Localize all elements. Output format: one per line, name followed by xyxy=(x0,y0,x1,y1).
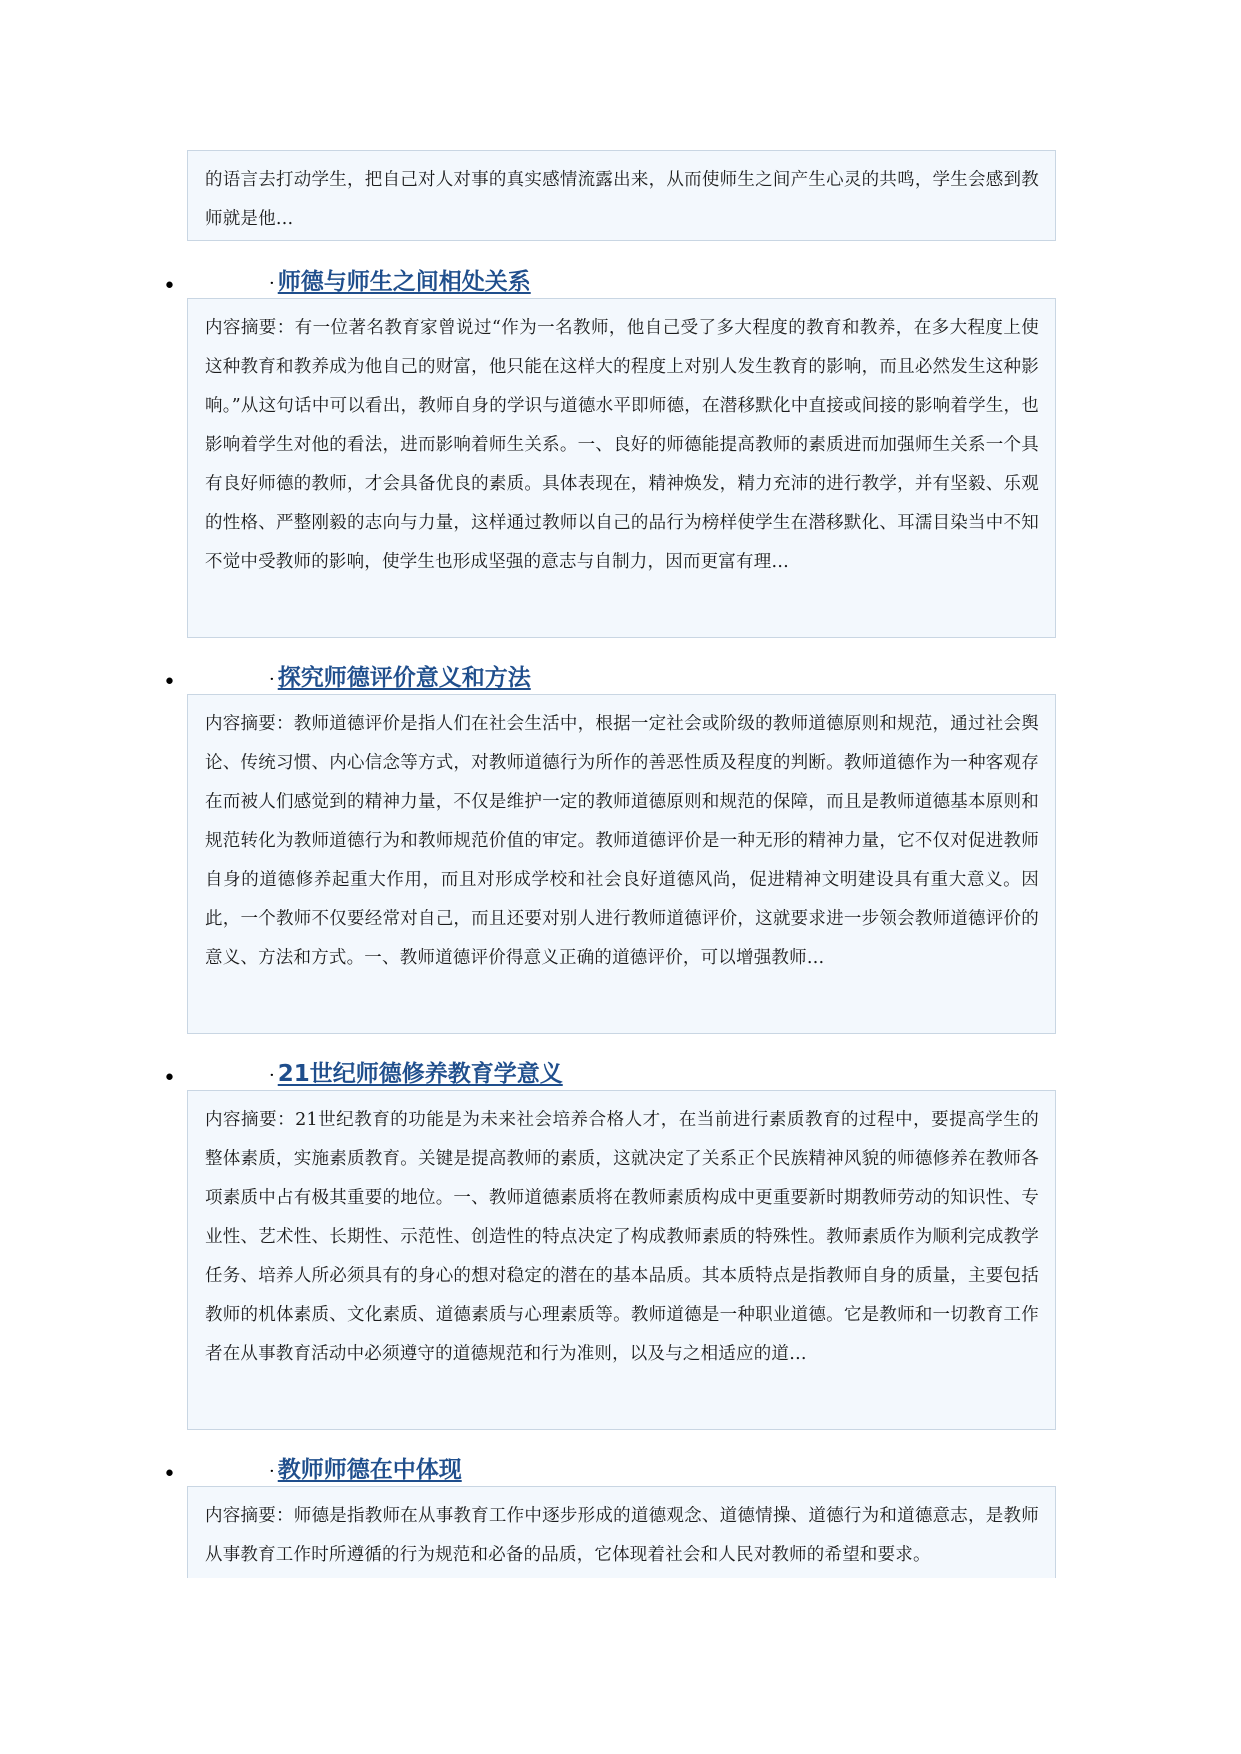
title-dot: · xyxy=(269,669,275,690)
summary-text: 内容摘要：教师道德评价是指人们在社会生活中，根据一定社会或阶级的教师道德原则和规范，通过社会舆论、传统习惯、内心信念等方式，对教师道德行为所作的善恶性质及程度的判断。教师道德作为一种客观存在而被人们感觉到的精神力量，不仅是维护一定的教师道德原则和规范的保障，而且是教师道德基本原则和规范转化为教师道德行为和教师规范价值的审定。教师道德评价是一种无形的精神力量，它不仅对促进教师自身的道德修养起重大作用，而且对形成学校和社会良好道德风尚，促进精神文明建设具有重大意义。因此，一个教师不仅要经常对自己，而且还要对别人进行教师道德评价，这就要求进一步领会教师道德评价的意义、方法和方式。一、教师道德评价得意义正确的道德评价，可以增强教师… xyxy=(205,714,1039,968)
entry-title-link[interactable]: 师德与师生之间相处关系 xyxy=(277,269,531,295)
entry-title xyxy=(269,662,531,694)
title-dot: · xyxy=(269,273,275,294)
summary-text: 内容摘要：有一位著名教育家曾说过“作为一名教师，他自己受了多大程度的教育和教养，在多大程度上使这种教育和教养成为他自己的财富，他只能在这样大的程度上对别人发生教育的影响，而且必然发生这种影响。”从这句话中可以看出，教师自身的学识与道德水平即师德，在潜移默化中直接或间接的影响着学生，也影响着学生对他的看法，进而影响着师生关系。一、良好的师德能提高教师的素质进而加强师生关系一个具有良好师德的教师，才会具备优良的素质。具体表现在，精神焕发，精力充沛的进行教学，并有坚毅、乐观的性格、严整刚毅的志向与力量，这样通过教师以自己的品行为榜样使学生在潜移默化、耳濡目染当中不知不觉中受教师的影响，使学生也形成坚强的意志与自制力，因而更富有理… xyxy=(205,318,1039,572)
summary-box xyxy=(187,694,1056,1034)
list-bullet xyxy=(163,1470,173,1480)
summary-text: 内容摘要：21世纪教育的功能是为未来社会培养合格人才，在当前进行素质教育的过程中，要提高学生的整体素质，实施素质教育。关键是提高教师的素质，这就决定了关系正个民族精神风貌的师德修养在教师各项素质中占有极其重要的地位。一、教师道德素质将在教师素质构成中更重要新时期教师劳动的知识性、专业性、艺术性、长期性、示范性、创造性的特点决定了构成教师素质的特殊性。教师素质作为顺利完成教学任务、培养人所必须具有的身心的想对稳定的潜在的基本品质。其本质特点是指教师自身的质量，主要包括教师的机体素质、文化素质、道德素质与心理素质等。教师道德是一种职业道德。它是教师和一切教育工作者在从事教育活动中必须遵守的道德规范和行为准则，以及与之相适应的道… xyxy=(205,1110,1039,1364)
entry-title xyxy=(269,266,531,298)
title-dot: · xyxy=(269,1065,275,1086)
list-bullet xyxy=(163,678,173,688)
entry-title xyxy=(269,1058,563,1090)
summary-box xyxy=(187,1090,1056,1430)
entry-title xyxy=(269,1454,462,1486)
summary-box xyxy=(187,298,1056,638)
list-bullet xyxy=(163,282,173,292)
entry-title-link[interactable]: 教师师德在中体现 xyxy=(277,1457,462,1483)
summary-box-partial xyxy=(187,150,1056,241)
list-bullet xyxy=(163,1074,173,1084)
title-dot: · xyxy=(269,1461,275,1482)
summary-text: 内容摘要：师德是指教师在从事教育工作中逐步形成的道德观念、道德情操、道德行为和道德意志，是教师从事教育工作时所遵循的行为规范和必备的品质，它体现着社会和人民对教师的希望和要求。 xyxy=(205,1506,1039,1565)
summary-box xyxy=(187,1486,1056,1578)
entry-title-link[interactable]: 探究师德评价意义和方法 xyxy=(277,665,531,691)
entry-title-link[interactable]: 21世纪师德修养教育学意义 xyxy=(277,1061,563,1087)
summary-text: 的语言去打动学生，把自己对人对事的真实感情流露出来，从而使师生之间产生心灵的共鸣，学生会感到教师就是他… xyxy=(205,170,1039,229)
